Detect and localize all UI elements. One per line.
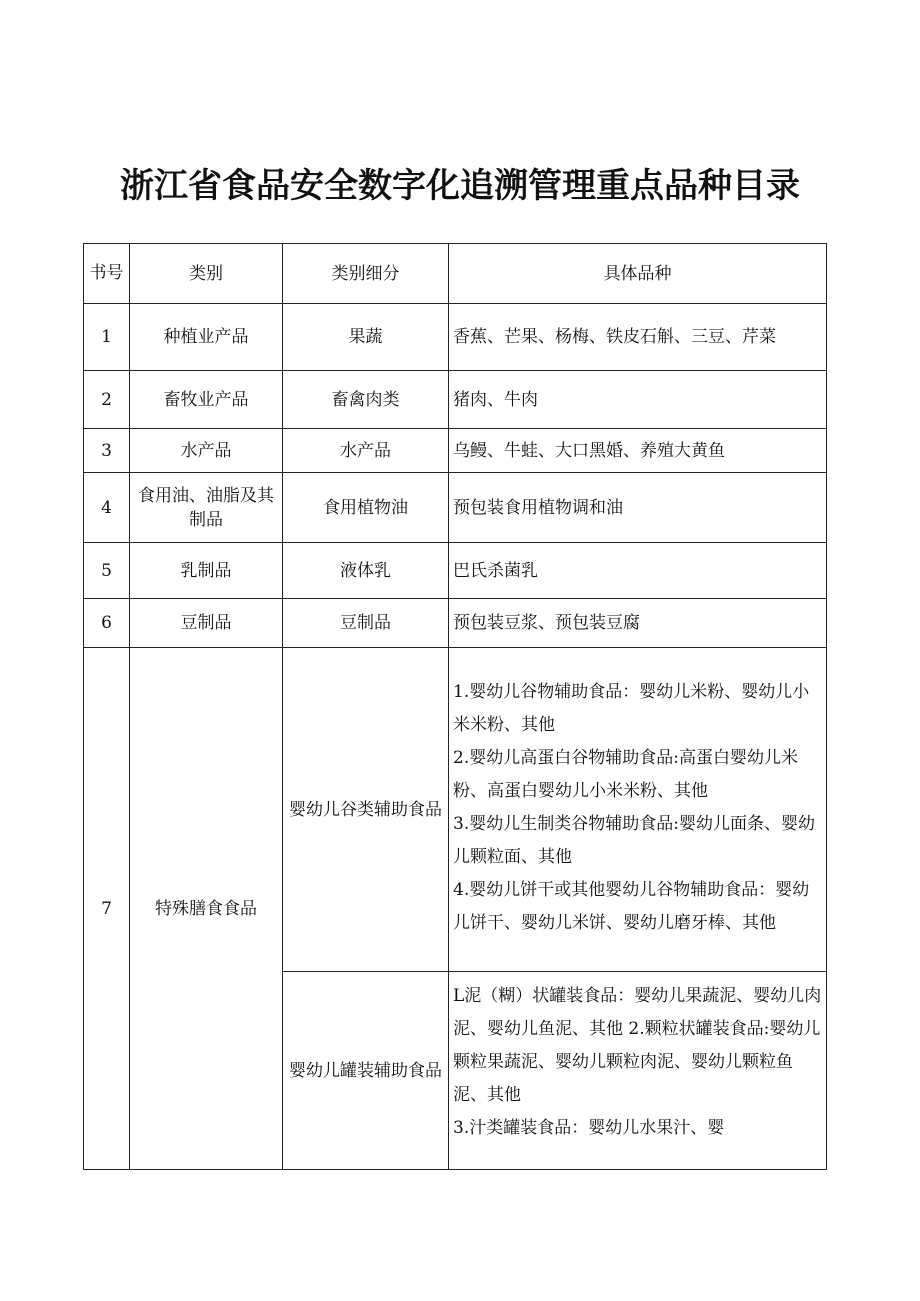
row-category: 种植业产品: [130, 304, 283, 371]
table-row: [84, 429, 827, 473]
row-category: 水产品: [130, 429, 283, 473]
row-subcategory: 畜禽肉类: [283, 371, 449, 429]
row-subcategory: 果蔬: [283, 304, 449, 371]
row-no: 2: [84, 371, 130, 429]
table-row: [84, 648, 827, 972]
catalog-table: [83, 243, 827, 1170]
row-category: 畜牧业产品: [130, 371, 283, 429]
row-no: 4: [84, 473, 130, 543]
row-varieties: [449, 648, 827, 972]
table-header-row: [84, 244, 827, 304]
row-category: 特殊膳食食品: [130, 648, 283, 1170]
document-title: 浙江省食品安全数字化追溯管理重点品种目录: [120, 166, 800, 206]
variety-item: 3.婴幼儿生制类谷物辅助食品:婴幼儿面条、婴幼儿颗粒面、其他: [453, 814, 815, 867]
table-row: [84, 543, 827, 599]
row-varieties: 香蕉、芒果、杨梅、铁皮石斛、三豆、芹菜: [449, 304, 827, 371]
header-no: 书号: [84, 244, 130, 304]
row-no: 3: [84, 429, 130, 473]
row-subcategory: 婴幼儿罐装辅助食品: [283, 972, 449, 1170]
row-varieties: 预包装豆浆、预包装豆腐: [449, 599, 827, 648]
row-subcategory: 食用植物油: [283, 473, 449, 543]
row-no: 6: [84, 599, 130, 648]
header-varieties: 具体品种: [449, 244, 827, 304]
variety-item: 2.婴幼儿高蛋白谷物辅助食品:高蛋白婴幼儿米粉、高蛋白婴幼儿小米米粉、其他: [453, 748, 798, 801]
variety-item: 4.婴幼儿饼干或其他婴幼儿谷物辅助食品：婴幼儿饼干、婴幼儿米饼、婴幼儿磨牙棒、其他: [453, 880, 810, 933]
row-subcategory: 豆制品: [283, 599, 449, 648]
row-varieties: 预包装食用植物调和油: [449, 473, 827, 543]
table-row: [84, 371, 827, 429]
row-varieties: 乌鳗、牛蛙、大口黑婚、养殖大黄鱼: [449, 429, 827, 473]
row-category: 食用油、油脂及其制品: [130, 473, 283, 543]
variety-item: L泥（糊）状罐装食品：婴幼儿果蔬泥、婴幼儿肉泥、婴幼儿鱼泥、其他 2.颗粒状罐装食品:婴幼儿颗粒果蔬泥、婴幼儿颗粒肉泥、婴幼儿颗粒鱼泥、其他: [453, 986, 822, 1105]
variety-item: 3.汁类罐装食品：婴幼儿水果汁、婴: [453, 1118, 725, 1138]
header-subcategory: 类别细分: [283, 244, 449, 304]
row-varieties: 猪肉、牛肉: [449, 371, 827, 429]
row-no: 5: [84, 543, 130, 599]
row-varieties: 巴氏杀菌乳: [449, 543, 827, 599]
row-no: 1: [84, 304, 130, 371]
row-subcategory: 婴幼儿谷类辅助食品: [283, 648, 449, 972]
header-category: 类别: [130, 244, 283, 304]
table-row: [84, 599, 827, 648]
row-varieties: [449, 972, 827, 1170]
row-no: 7: [84, 648, 130, 1170]
row-category: 乳制品: [130, 543, 283, 599]
table-row: [84, 473, 827, 543]
variety-item: 1.婴幼儿谷物辅助食品：婴幼儿米粉、婴幼儿小米米粉、其他: [453, 682, 810, 735]
table-row: [84, 304, 827, 371]
row-subcategory: 液体乳: [283, 543, 449, 599]
row-subcategory: 水产品: [283, 429, 449, 473]
row-category: 豆制品: [130, 599, 283, 648]
